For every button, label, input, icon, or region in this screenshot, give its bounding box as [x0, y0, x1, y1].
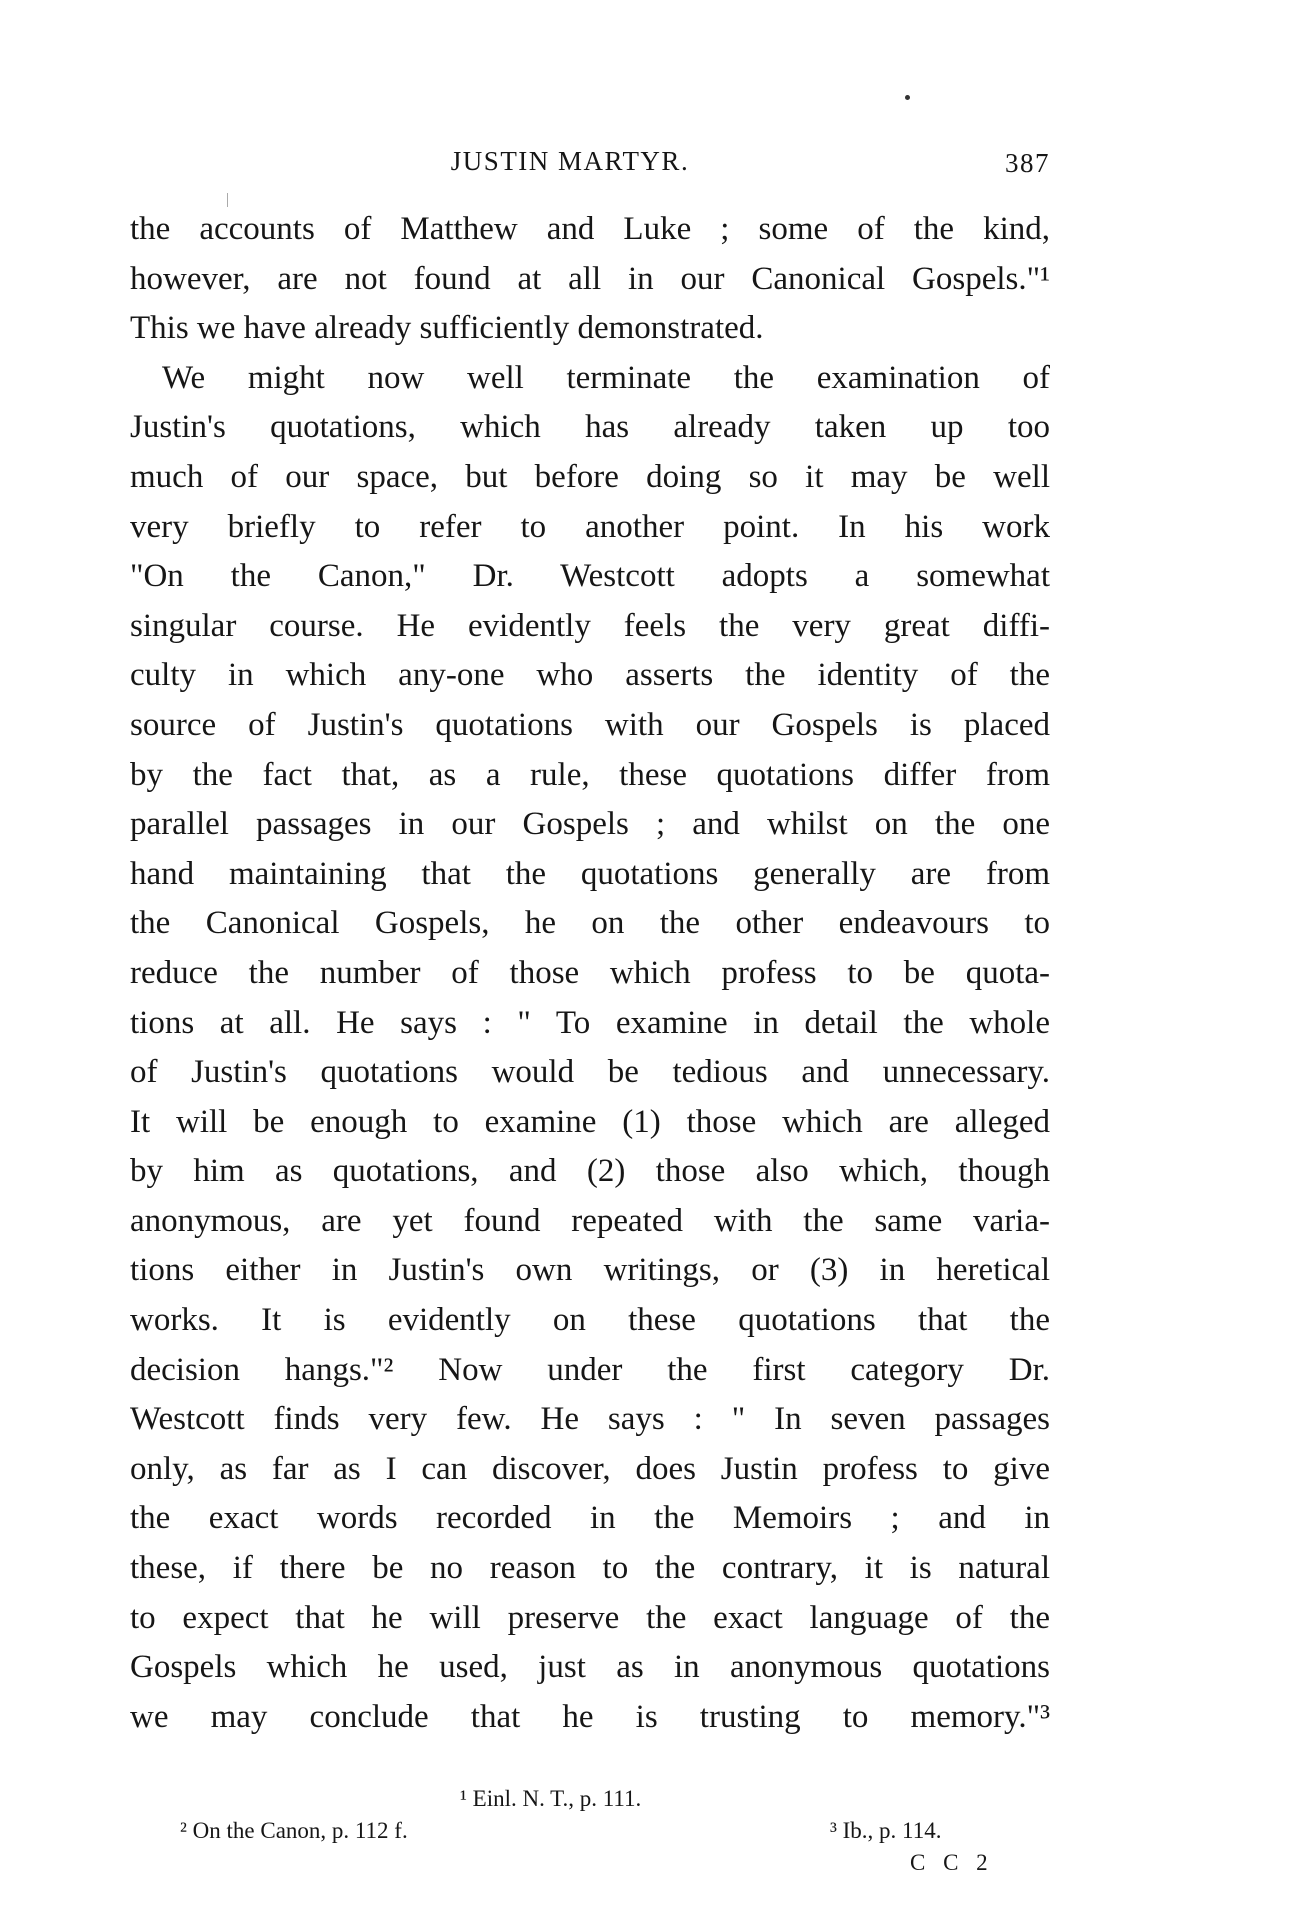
- text-line: reduce the number of those which profess to be quota-: [130, 954, 1050, 991]
- text-line: the exact words recorded in the Memoirs ; and in: [130, 1500, 1050, 1537]
- footnote-3: ³ Ib., p. 114.: [830, 1818, 942, 1843]
- text-line: anonymous, are yet found repeated with the same varia-: [130, 1202, 1050, 1239]
- text-line: to expect that he will preserve the exact language of the: [130, 1599, 1050, 1636]
- signature-mark: C C 2: [910, 1850, 994, 1875]
- text-line: much of our space, but before doing so it may be well: [130, 458, 1050, 495]
- text-line: only, as far as I can discover, does Justin profess to give: [130, 1450, 1050, 1487]
- text-line: parallel passages in our Gospels ; and whilst on the one: [130, 806, 1050, 843]
- text-line: tions either in Justin's own writings, or (3) in heretical: [130, 1252, 1050, 1289]
- text-line: source of Justin's quotations with our Gospels is placed: [130, 706, 1050, 743]
- footnote-row: [130, 1815, 1050, 1847]
- body-text: [130, 205, 1050, 1742]
- text-line: Westcott finds very few. He says : " In seven passages: [130, 1401, 1050, 1438]
- text-line: hand maintaining that the quotations generally are from: [130, 855, 1050, 892]
- text-line: We might now well terminate the examination of: [162, 359, 1050, 396]
- text-line: by the fact that, as a rule, these quotations differ from: [130, 756, 1050, 793]
- footnote-row: [130, 1783, 1050, 1815]
- text-line: however, are not found at all in our Canonical Gospels."¹: [130, 260, 1050, 297]
- footnote-2: ² On the Canon, p. 112 f.: [180, 1818, 408, 1843]
- text-line: Gospels which he used, just as in anonymous quotations: [130, 1649, 1050, 1686]
- signature-row: [130, 1847, 1050, 1879]
- text-line: these, if there be no reason to the contrary, it is natural: [130, 1550, 1050, 1587]
- text-line: works. It is evidently on these quotations that the: [130, 1302, 1050, 1339]
- text-line: the Canonical Gospels, he on the other endeavours to: [130, 905, 1050, 942]
- text-line: very briefly to refer to another point. In his work: [130, 508, 1050, 545]
- text-line: "On the Canon," Dr. Westcott adopts a somewhat: [130, 558, 1050, 595]
- running-head: JUSTIN MARTYR.: [450, 146, 690, 176]
- footnotes: [130, 1783, 1050, 1879]
- text-line: of Justin's quotations would be tedious and unnecessary.: [130, 1054, 1050, 1091]
- page-header: [130, 146, 1050, 186]
- text-line: decision hangs."² Now under the first category Dr.: [130, 1351, 1050, 1388]
- print-speck: [905, 95, 910, 100]
- text-line: we may conclude that he is trusting to memory."³: [130, 1698, 1050, 1735]
- footnote-1: ¹ Einl. N. T., p. 111.: [460, 1786, 642, 1811]
- text-line: This we have already sufficiently demonstrated.: [130, 310, 764, 347]
- text-line: tions at all. He says : " To examine in detail the whole: [130, 1004, 1050, 1041]
- text-line: Justin's quotations, which has already taken up too: [130, 409, 1050, 446]
- page-number: 387: [1005, 148, 1050, 178]
- text-line: culty in which any-one who asserts the identity of the: [130, 657, 1050, 694]
- text-line: by him as quotations, and (2) those also which, though: [130, 1153, 1050, 1190]
- text-line: the accounts of Matthew and Luke ; some of the kind,: [130, 211, 1050, 247]
- text-line: singular course. He evidently feels the very great diffi-: [130, 607, 1050, 644]
- text-line: It will be enough to examine (1) those which are alleged: [130, 1103, 1050, 1140]
